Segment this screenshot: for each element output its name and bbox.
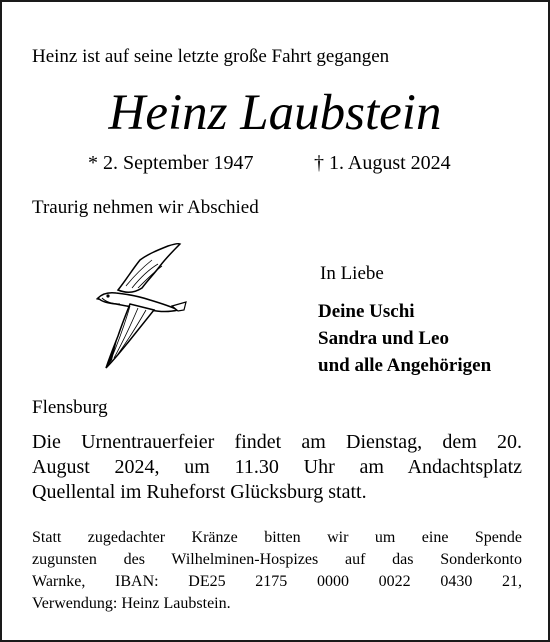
mourner-name: Deine Uschi xyxy=(318,301,415,322)
ceremony-line: Quellental im Ruheforst Glücksburg statt. xyxy=(32,481,367,503)
mourner-name: Sandra und Leo xyxy=(318,328,449,349)
mourner-name: und alle Angehörigen xyxy=(318,355,492,376)
farewell-line: Traurig nehmen wir Abschied xyxy=(32,197,259,218)
donation-line: Statt zugedachter Kränze bitten wir um eine Spende xyxy=(32,529,522,546)
ceremony-line: Die Urnentrauerfeier findet am Dienstag, dem 20. xyxy=(32,431,522,453)
deceased-name: Heinz Laubstein xyxy=(108,85,442,141)
place-name: Flensburg xyxy=(32,397,108,418)
donation-line: zugunsten des Wilhelminen-Hospizes auf das Sonderkonto xyxy=(32,551,522,568)
death-date: † 1. August 2024 xyxy=(314,152,451,174)
donation-line: Verwendung: Heinz Laubstein. xyxy=(32,595,231,612)
donation-paragraph xyxy=(32,527,522,615)
ceremony-line: August 2024, um 11.30 Uhr am Andachtsplatz xyxy=(32,456,522,478)
donation-line: Warnke, IBAN: DE25 2175 0000 0022 0430 21, xyxy=(32,573,522,590)
ceremony-paragraph xyxy=(32,430,522,505)
mourners-list xyxy=(318,298,491,379)
seagull-icon xyxy=(96,240,188,372)
in-love-line: In Liebe xyxy=(320,263,384,284)
birth-date: * 2. September 1947 xyxy=(88,152,254,174)
intro-line: Heinz ist auf seine letzte große Fahrt gegangen xyxy=(32,46,390,67)
